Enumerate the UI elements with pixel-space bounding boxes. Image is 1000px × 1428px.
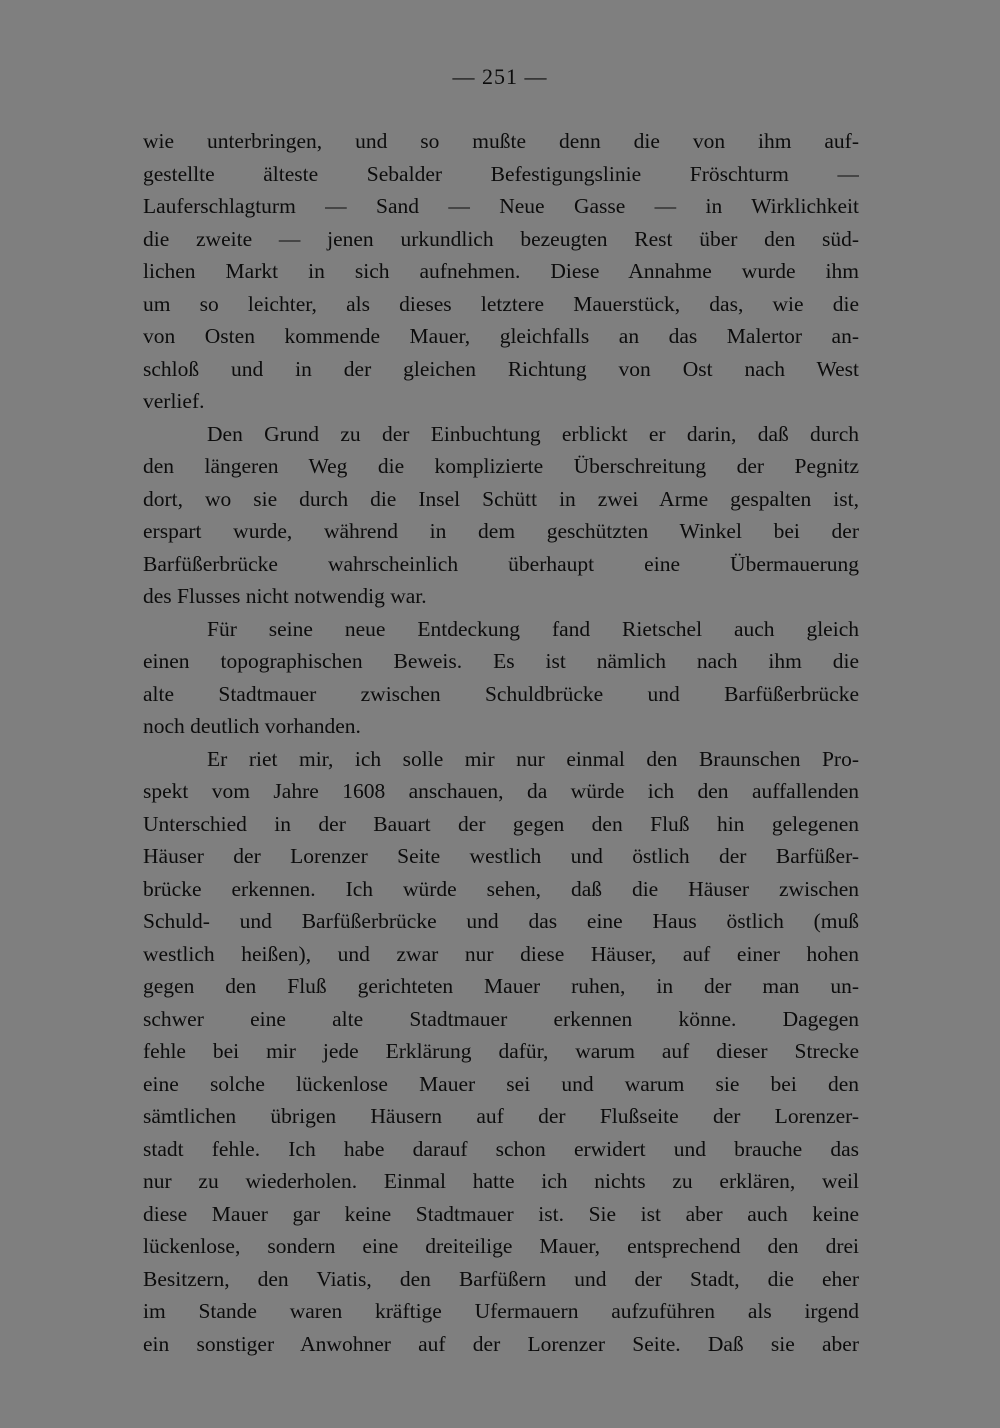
text-line: wie unterbringen, und so mußte denn die von ihm auf-	[143, 129, 859, 153]
text-line: gestellte älteste Sebalder Befestigungslinie Fröschturm —	[143, 161, 859, 186]
text-line: dort, wo sie durch die Insel Schütt in zwei Arme gespalten ist,	[143, 486, 859, 511]
text-line: eine solche lückenlose Mauer sei und warum sie bei den	[143, 1071, 859, 1096]
text-line: lückenlose, sondern eine dreiteilige Mauer, entsprechend den drei	[143, 1234, 859, 1258]
text-line: westlich heißen), und zwar nur diese Häuser, auf einer hohen	[143, 941, 859, 966]
text-line: den längeren Weg die komplizierte Überschreitung der Pegnitz	[143, 454, 859, 478]
text-line: schloß und in der gleichen Richtung von Ost nach West	[143, 356, 859, 381]
text-line: einen topographischen Beweis. Es ist nämlich nach ihm die	[143, 649, 859, 673]
text-line: brücke erkennen. Ich würde sehen, daß die Häuser zwischen	[143, 876, 859, 901]
text-line: diese Mauer gar keine Stadtmauer ist. Sie ist aber auch keine	[143, 1201, 859, 1226]
text-line: im Stande waren kräftige Ufermauern aufzuführen als irgend	[143, 1299, 859, 1323]
text-line: lichen Markt in sich aufnehmen. Diese Annahme wurde ihm	[143, 259, 859, 283]
text-line: schwer eine alte Stadtmauer erkennen könne. Dagegen	[143, 1006, 859, 1031]
text-line: Besitzern, den Viatis, den Barfüßern und der Stadt, die eher	[143, 1266, 859, 1291]
text-line: die zweite — jenen urkundlich bezeugten Rest über den süd-	[143, 226, 859, 251]
text-line: Den Grund zu der Einbuchtung erblickt er darin, daß durch	[207, 421, 859, 446]
text-line: Lauferschlagturm — Sand — Neue Gasse — in Wirklichkeit	[143, 194, 859, 218]
text-line: sämtlichen übrigen Häusern auf der Flußseite der Lorenzer-	[143, 1104, 859, 1128]
text-line: ein sonstiger Anwohner auf der Lorenzer Seite. Daß sie aber	[143, 1331, 859, 1356]
text-line: Er riet mir, ich solle mir nur einmal den Braunschen Pro-	[207, 746, 859, 771]
text-line: noch deutlich vorhanden.	[143, 714, 361, 738]
text-line: nur zu wiederholen. Einmal hatte ich nichts zu erklären, weil	[143, 1169, 859, 1193]
text-line: fehle bei mir jede Erklärung dafür, warum auf dieser Strecke	[143, 1039, 859, 1063]
text-line: erspart wurde, während in dem geschützten Winkel bei der	[143, 519, 859, 543]
text-line: Unterschied in der Bauart der gegen den Fluß hin gelegenen	[143, 811, 859, 836]
text-line: von Osten kommende Mauer, gleichfalls an das Malertor an-	[143, 324, 859, 348]
text-line: Schuld- und Barfüßerbrücke und das eine Haus östlich (muß	[143, 909, 859, 933]
text-line: spekt vom Jahre 1608 anschauen, da würde ich den auffallenden	[143, 779, 859, 803]
text-line: stadt fehle. Ich habe darauf schon erwidert und brauche das	[143, 1136, 859, 1161]
text-line: Barfüßerbrücke wahrscheinlich überhaupt eine Übermauerung	[143, 551, 859, 576]
text-line: Für seine neue Entdeckung fand Rietschel auch gleich	[207, 616, 859, 641]
text-line: gegen den Fluß gerichteten Mauer ruhen, in der man un-	[143, 974, 859, 998]
text-line: alte Stadtmauer zwischen Schuldbrücke und Barfüßerbrücke	[143, 681, 859, 706]
body-text	[143, 125, 859, 1360]
text-line: Häuser der Lorenzer Seite westlich und östlich der Barfüßer-	[143, 844, 859, 868]
text-line: verlief.	[143, 389, 205, 413]
text-line: des Flusses nicht notwendig war.	[143, 584, 427, 608]
page-number: — 251 —	[452, 64, 548, 89]
text-line: um so leichter, als dieses letztere Mauerstück, das, wie die	[143, 291, 859, 316]
